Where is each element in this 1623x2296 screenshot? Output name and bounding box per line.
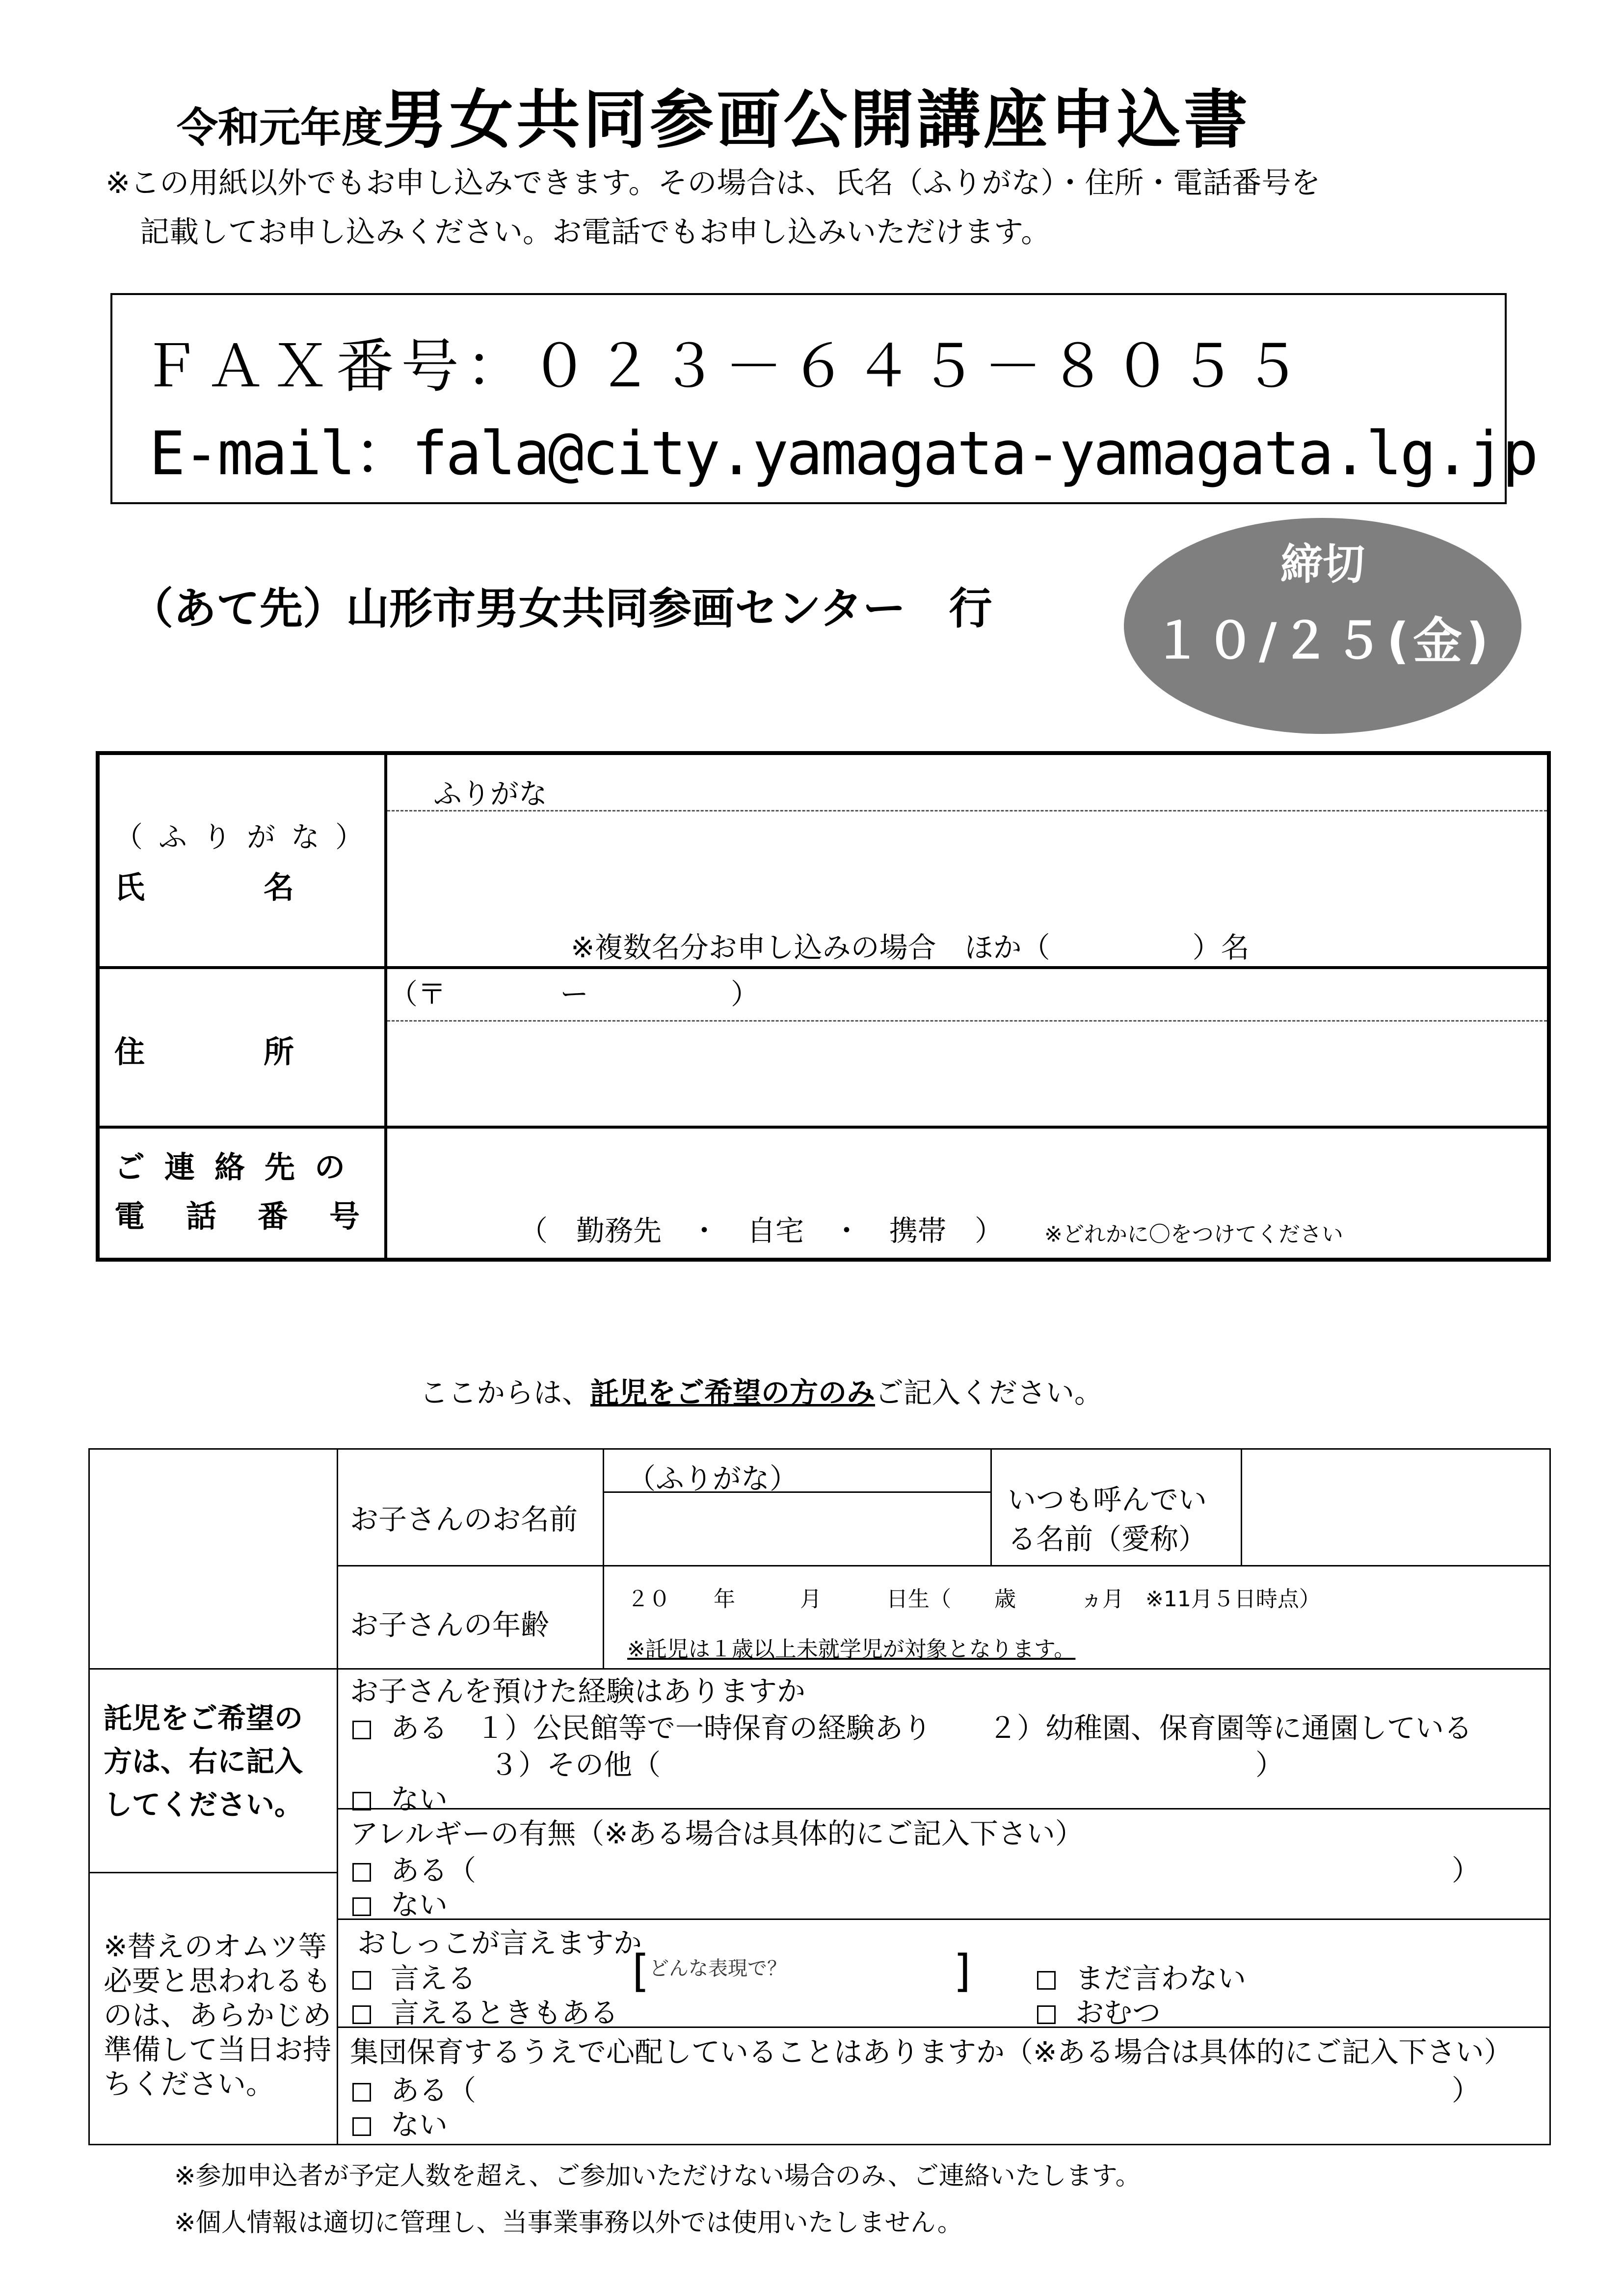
phone-type-note: ※どれかに〇をつけてください (1044, 1222, 1343, 1247)
close-bracket: ] (954, 1945, 971, 1997)
phone-type-options[interactable]: （ 勤務先 ・ 自宅 ・ 携帯 ） (519, 1214, 1004, 1247)
q4-no-option[interactable] (352, 2102, 448, 2143)
furigana-divider (387, 810, 1547, 811)
checkbox[interactable] (352, 1971, 371, 1990)
q3-option-sometimes[interactable] (352, 1990, 618, 2031)
side-label-1: 託児をご希望の (104, 1702, 303, 1735)
nickname-label-1: いつも呼んでい (1008, 1483, 1207, 1516)
side-note-4: 準備して当日お持 (104, 2033, 332, 2066)
age-eligibility-note: ※託児は１歳以上未就学児が対象となります。 (627, 1637, 1076, 1662)
side-note-5: ちください。 (104, 2067, 275, 2101)
phone-label-1: ご連絡先の (114, 1149, 365, 1185)
column-divider (337, 1450, 338, 2144)
column-divider (603, 1450, 604, 1668)
intro-post: ご記入ください。 (875, 1376, 1103, 1409)
postal-code-field[interactable]: （〒 ー ） (389, 977, 760, 1011)
checkbox[interactable] (352, 1897, 371, 1916)
postal-divider (387, 1020, 1547, 1022)
child-name-label: お子さんのお名前 (350, 1503, 578, 1536)
child-age-label: お子さんの年齢 (350, 1608, 550, 1642)
name-ruby-label: （ふりがな） (114, 820, 380, 854)
side-note-2: 必要と思われるも (104, 1964, 332, 1998)
checkbox[interactable] (1037, 1971, 1056, 1990)
q1-no-label: ない (391, 1783, 448, 1816)
destination: （あて先）山形市男女共同参画センター 行 (130, 583, 992, 634)
footer-note-2: ※個人情報は適切に管理し、当事業事務以外では使用いたしません。 (174, 2208, 963, 2238)
title-main: 男女共同参画公開講座申込書 (383, 82, 1251, 157)
q1-other-option[interactable]: ３）その他（ (490, 1748, 661, 1782)
side-label-2: 方は、右に記入 (104, 1745, 303, 1778)
q2-no-label: ない (391, 1888, 448, 1921)
checkbox[interactable] (352, 2117, 371, 2136)
checkbox[interactable] (352, 1792, 371, 1810)
checkbox[interactable] (352, 2005, 371, 2024)
email-address: E-mail：fala@city.yamagata-yamagata.lg.jp (149, 419, 1537, 488)
form-title (177, 69, 1251, 161)
q3-option-can-label: 言える (391, 1962, 477, 1995)
q2-text: アレルギーの有無（※ある場合は具体的にご記入下さい） (350, 1817, 1084, 1850)
q1-yes-label: ある １）公民館等で一時保育の経験あり ２）幼稚園、保育園等に通園している (391, 1711, 1473, 1745)
nickname-label-2: る名前（愛称） (1008, 1522, 1207, 1556)
checkbox[interactable] (1037, 2005, 1056, 2024)
q3-option-diaper-label: おむつ (1075, 1996, 1161, 2029)
q1-yes-option[interactable] (352, 1705, 1472, 1746)
row-divider (100, 1126, 1547, 1129)
row-divider (90, 1872, 337, 1873)
q3-option-not-yet-label: まだ言わない (1075, 1962, 1247, 1995)
side-note-3: のは、あらかじめ (104, 1999, 332, 2032)
name-label: 氏 名 (114, 869, 301, 905)
childcare-table (88, 1448, 1551, 2145)
fax-number: ＦＡＸ番号：０２３－６４５－８０５５ (142, 332, 1308, 400)
intro-emphasis: 託児をご希望の方のみ (590, 1376, 876, 1409)
checkbox[interactable] (352, 1721, 371, 1739)
q4-text: 集団保育するうえで心配していることはありますか（※ある場合は具体的にご記入下さい） (350, 2035, 1513, 2069)
side-note-1: ※替えのオムツ等 (104, 1930, 327, 1963)
side-label-3: してください。 (104, 1788, 303, 1821)
row-divider (100, 966, 1547, 969)
q2-yes-label: ある（ (391, 1854, 477, 1887)
row-divider (337, 1808, 1549, 1810)
title-prefix: 令和元年度 (177, 104, 383, 152)
childcare-intro (420, 1370, 1103, 1411)
applicant-table (96, 751, 1551, 1262)
q2-close-paren: ） (1452, 1854, 1481, 1887)
expression-hint: どんな表現で？ (649, 1957, 787, 1980)
open-bracket: [ (632, 1945, 650, 1997)
furigana-field[interactable]: ふりがな (433, 777, 548, 810)
multi-applicant-note: ※複数名分お申し込みの場合 ほか（ ）名 (571, 931, 1250, 964)
intro-pre: ここからは、 (420, 1376, 591, 1409)
deadline-date: １０/２５(金) (1153, 612, 1492, 670)
address-label: 住 所 (114, 1034, 301, 1070)
q1-close-paren: ） (1255, 1748, 1284, 1782)
footer-note-1: ※参加申込者が予定人数を超え、ご参加いただけない場合のみ、ご連絡いたします。 (174, 2161, 1141, 2191)
q4-no-label: ない (391, 2108, 448, 2141)
phone-label-2: 電話番号 (114, 1198, 401, 1234)
row-divider (90, 1668, 1549, 1670)
checkbox[interactable] (352, 1863, 371, 1882)
deadline-label: 締切 (1280, 540, 1365, 589)
q3-text: おしっこが言えますか (357, 1926, 642, 1960)
row-divider (337, 1565, 1549, 1567)
q3-option-diaper[interactable] (1037, 1990, 1161, 2031)
child-furigana-field[interactable]: （ふりがな） (627, 1462, 798, 1495)
column-divider (384, 755, 387, 1258)
q1-text: お子さんを預けた経験はありますか (350, 1675, 806, 1708)
birthdate-field[interactable]: ２０ 年 月 日生（ 歳 ヵ月 ※11月５日時点） (627, 1587, 1321, 1612)
checkbox[interactable] (352, 2083, 371, 2102)
q3-option-sometimes-label: 言えるときもある (391, 1996, 619, 2029)
note-line-1: ※この用紙以外でもお申し込みできます。その場合は、氏名（ふりがな）・住所・電話番号を (106, 166, 1321, 200)
column-divider (1241, 1450, 1242, 1565)
q2-no-option[interactable] (352, 1882, 448, 1923)
note-line-2: 記載してお申し込みください。お電話でもお申し込みいただけます。 (140, 215, 1051, 249)
column-divider (990, 1450, 992, 1565)
q4-close-paren: ） (1452, 2074, 1481, 2107)
q4-yes-label: ある（ (391, 2074, 477, 2107)
contact-box (110, 293, 1537, 504)
